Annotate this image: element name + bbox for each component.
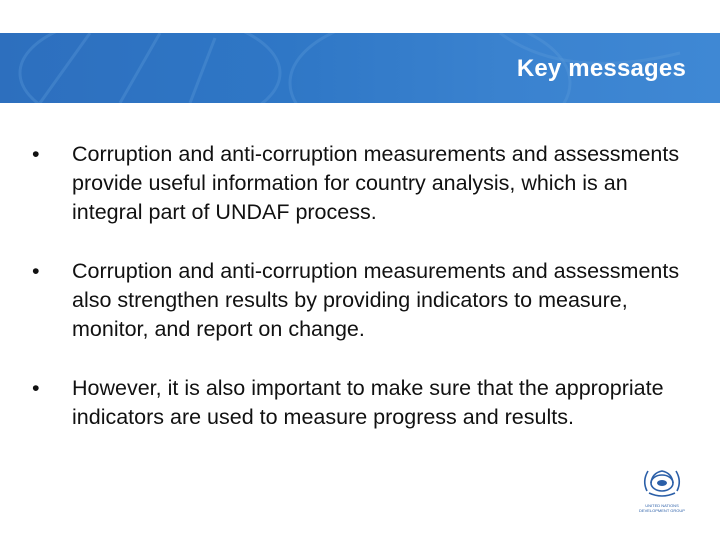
bullet-text: However, it is also important to make sure that the appropriate indicators are used to measure progress and results. — [72, 376, 664, 429]
slide-title: Key messages — [516, 55, 686, 82]
bullet-item — [32, 374, 692, 432]
bullet-text: Corruption and anti-corruption measurements and assessments also strengthen results by providing indicators to measure, monitor, and report on change. — [72, 259, 680, 341]
bullet-marker: • — [32, 142, 40, 166]
logo-caption: UNITED NATIONS DEVELOPMENT GROUP — [639, 503, 685, 513]
bullet-text: Corruption and anti-corruption measurements and assessments provide useful information for country analysis, which is an integral part of UNDAF process. — [72, 142, 680, 224]
bullet-marker: • — [32, 259, 40, 283]
bullet-item — [32, 140, 692, 227]
bullet-item — [32, 257, 692, 344]
bullet-list — [32, 140, 692, 462]
bullet-marker: • — [32, 376, 40, 400]
title-banner — [0, 33, 720, 103]
